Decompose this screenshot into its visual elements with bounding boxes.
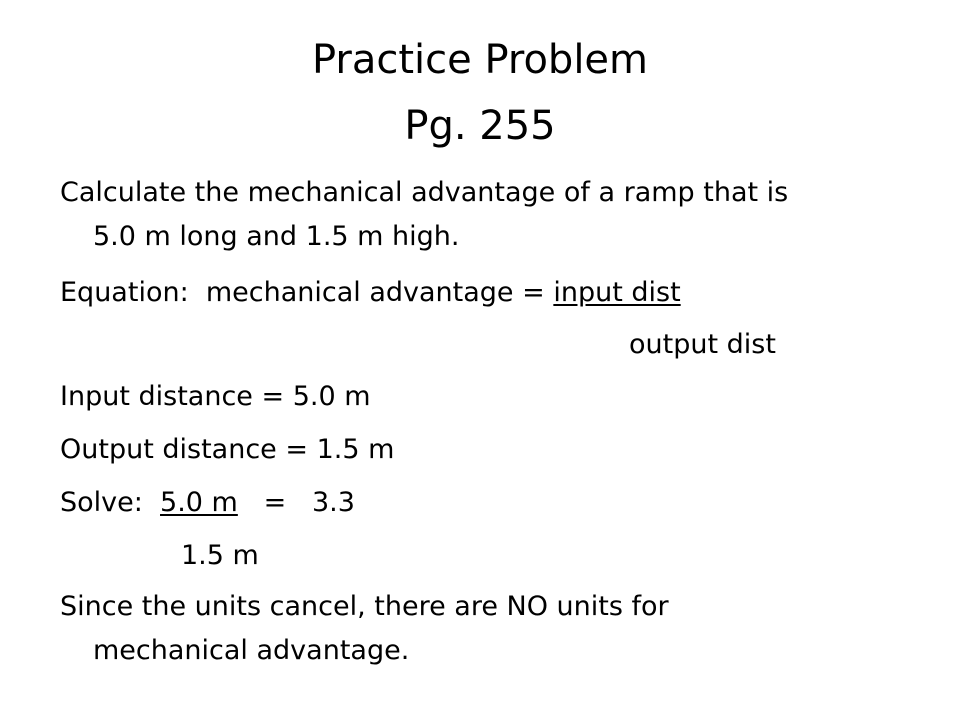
input-distance-line: Input distance = 5.0 m [60, 381, 371, 412]
solve-result: = 3.3 [237, 487, 355, 518]
solve-prefix: Solve: [60, 487, 161, 518]
output-distance-line: Output distance = 1.5 m [60, 434, 395, 465]
conclusion-line1: Since the units cancel, there are NO units for [60, 591, 669, 622]
equation-line [60, 276, 681, 310]
solve-numerator: 5.0 m [160, 487, 238, 518]
equation-denominator: output dist [629, 329, 776, 360]
equation-prefix: Equation: mechanical advantage = [60, 277, 554, 308]
slide-title: Practice Problem [311, 37, 648, 83]
problem-text-line2: 5.0 m long and 1.5 m high. [93, 221, 460, 252]
conclusion-line2: mechanical advantage. [93, 635, 410, 666]
equation-numerator: input dist [553, 277, 681, 308]
solve-line [60, 486, 355, 520]
slide-subtitle-page: Pg. 255 [404, 103, 556, 149]
solve-denominator: 1.5 m [181, 540, 259, 571]
problem-text-line1: Calculate the mechanical advantage of a ramp that is [60, 177, 789, 208]
